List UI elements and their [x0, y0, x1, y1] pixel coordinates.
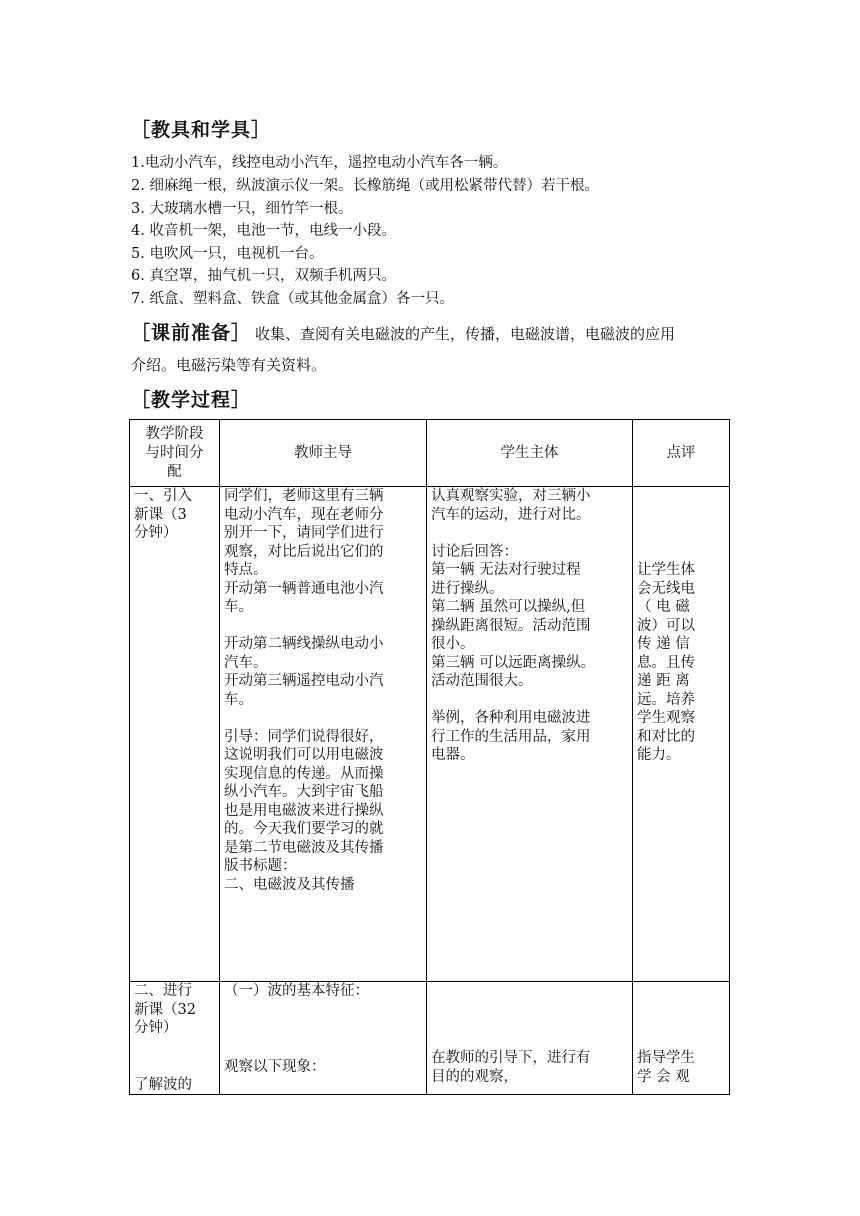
cell-line: 学 会 观: [637, 1068, 690, 1085]
header-comment: 点评: [633, 420, 730, 487]
blank-line: [431, 982, 628, 1001]
blank-line: [224, 709, 422, 728]
cell-line: （一）波的基本特征：: [224, 983, 369, 999]
cell-line: 特点。: [224, 562, 268, 578]
cell-line: 在教师的引导下，进行有: [431, 1050, 591, 1066]
blank-line: [431, 524, 628, 543]
blank-line: [134, 1038, 215, 1076]
cell-line: 操纵距离很短。活动范围: [431, 617, 591, 634]
cell-line: 这说明我们可以用电磁波: [224, 747, 384, 763]
tools-item-3: 3. 大玻璃水槽一只，细竹竿一根。: [131, 201, 353, 217]
cell-line: 第一辆 无法对行驶过程: [431, 562, 581, 578]
cell-line: 指导学生: [637, 1050, 695, 1066]
table-row: [130, 982, 730, 1095]
tools-item-2: 2. 细麻绳一根，纵波演示仪一架。长橡筋绳（或用松紧带代替）若干根。: [131, 178, 599, 194]
blank-line: [431, 691, 628, 710]
tools-item-5: 5. 电吹风一只，电视机一台。: [131, 246, 324, 262]
cell-line: 第三辆 可以远距离操纵。: [431, 654, 596, 671]
row2-comment-cell: [633, 982, 730, 1095]
cell-line: 纵小汽车。大到宇宙飞船: [224, 784, 384, 800]
cell-line: 车。: [224, 691, 253, 708]
cell-line: 电动小汽车，现在老师分: [224, 506, 384, 523]
blank-line: [224, 617, 422, 636]
cell-line: 新课（32: [134, 1001, 196, 1018]
tools-heading: ［教具和学具］: [131, 119, 272, 141]
cell-line: 很小。: [431, 636, 475, 652]
cell-line: 实现信息的传递。从而操: [224, 765, 384, 782]
cell-line: 别开一下，请同学们进行: [224, 525, 384, 541]
cell-line: 传 递 信: [637, 636, 690, 652]
cell-line: 讨论后回答：: [431, 543, 518, 560]
blank-line: [431, 1019, 628, 1049]
blank-line: [224, 1001, 422, 1020]
prep-heading: ［课前准备］: [131, 322, 252, 344]
blank-line: [637, 524, 725, 543]
prep-paragraph-line-2: 介绍。电磁污染等有关资料。: [131, 356, 327, 374]
blank-line: [224, 1038, 422, 1058]
header-teacher: 教师主导: [220, 420, 427, 487]
cell-line: 观察以下现象：: [224, 1058, 326, 1075]
cell-line: 进行操纵。: [431, 580, 504, 597]
cell-line: 车。: [224, 599, 253, 615]
cell-line: 电器。: [431, 747, 475, 763]
cell-line: 分钟）: [134, 1020, 178, 1036]
cell-line: 汽车的运动，进行对比。: [431, 506, 591, 523]
cell-line: 引导：同学们说得很好，: [224, 728, 384, 745]
cell-line: （ 电 磁: [637, 599, 690, 615]
row2-stage-cell: [130, 982, 220, 1095]
cell-line: 第二辆 虽然可以操纵,但: [431, 599, 586, 615]
cell-line: 版书标题：: [224, 858, 297, 874]
header-stage-line: 配: [167, 463, 182, 480]
cell-line: 和对比的: [637, 728, 695, 745]
header-stage-line: 教学阶段: [145, 425, 204, 442]
cell-line: 同学们，老师这里有三辆: [224, 488, 384, 504]
lesson-table: [129, 419, 730, 1095]
blank-line: [637, 543, 725, 562]
cell-line: 汽车。: [224, 654, 268, 671]
blank-line: [637, 982, 725, 1001]
cell-line: 开动第三辆遥控电动小汽: [224, 673, 384, 689]
cell-line: 认真观察实验，对三辆小: [431, 488, 591, 504]
tools-item-7: 7. 纸盒、塑料盒、铁盒（或其他金属盒）各一只。: [131, 291, 454, 307]
cell-line: 息。且传: [637, 654, 695, 671]
blank-line: [224, 1019, 422, 1038]
cell-line: 举例，各种利用电磁波进: [431, 710, 591, 726]
tools-item-1: 1.电动小汽车，线控电动小汽车，遥控电动小汽车各一辆。: [131, 155, 508, 171]
prep-paragraph-line-1: [131, 318, 675, 345]
cell-line: 波）可以: [637, 617, 695, 634]
cell-line: 二、电磁波及其传播: [224, 876, 355, 893]
blank-line: [431, 1001, 628, 1020]
blank-line: [637, 506, 725, 525]
blank-line: [637, 1019, 725, 1049]
cell-line: 会无线电: [637, 580, 695, 597]
header-stage-line: 与时间分: [145, 444, 204, 461]
cell-line: 的。今天我们要学习的就: [224, 821, 384, 837]
cell-line: 观察，对比后说出它们的: [224, 543, 384, 560]
cell-line: 学生观察: [637, 710, 695, 726]
blank-line: [637, 1001, 725, 1020]
cell-line: 新课（3: [134, 506, 187, 523]
cell-line: 开动第二辆线操纵电动小: [224, 636, 384, 652]
tools-item-4: 4. 收音机一架，电池一节，电线一小段。: [131, 223, 396, 239]
cell-line: 了解波的: [134, 1076, 192, 1093]
cell-line: 分钟）: [134, 525, 178, 541]
cell-line: 远。培养: [637, 691, 695, 708]
cell-line: 能力。: [637, 747, 681, 763]
cell-line: 开动第一辆普通电池小汽: [224, 580, 384, 597]
cell-line: 一、引入: [134, 488, 192, 504]
row1-student-cell: [427, 487, 633, 982]
table-row: [130, 487, 730, 982]
cell-line: 递 距 离: [637, 673, 690, 689]
prep-text-1: 收集、查阅有关电磁波的产生，传播，电磁波谱，电磁波的应用: [255, 325, 676, 343]
cell-line: 活动范围很大。: [431, 673, 533, 689]
cell-line: 让学生体: [637, 562, 695, 578]
cell-line: 二、进行: [134, 983, 192, 999]
cell-line: 目的的观察，: [431, 1068, 518, 1085]
cell-line: 行工作的生活用品，家用: [431, 728, 591, 745]
table-header-row: [130, 420, 730, 487]
cell-line: 是第二节电磁波及其传播: [224, 839, 384, 856]
row1-teacher-cell: [220, 487, 427, 982]
row1-comment-cell: [633, 487, 730, 982]
header-stage: [130, 420, 220, 487]
row2-teacher-cell: [220, 982, 427, 1095]
header-student: 学生主体: [427, 420, 633, 487]
row2-student-cell: [427, 982, 633, 1095]
tools-item-6: 6. 真空罩，抽气机一只，双频手机两只。: [131, 268, 396, 284]
cell-line: 也是用电磁波来进行操纵: [224, 802, 384, 819]
blank-line: [637, 487, 725, 506]
row1-stage-cell: [130, 487, 220, 982]
process-heading: ［教学过程］: [131, 389, 252, 411]
